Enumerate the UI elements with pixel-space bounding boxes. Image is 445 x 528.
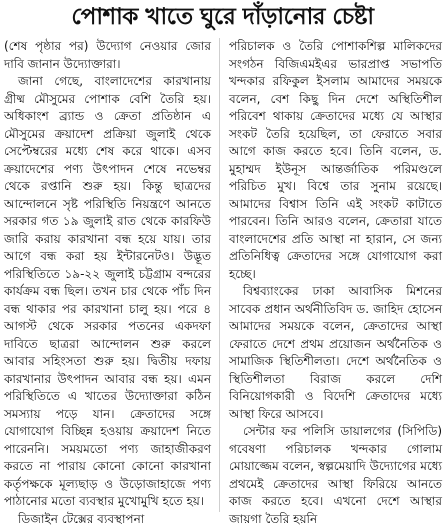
paragraph: সেন্টার ফর পলিসি ডায়ালগের (সিপিডি) গবেষণা পরিচালক খন্দকার গোলাম মোয়াজ্জেম বলেন, স্বল্পমেয়াদি উদ্যোগের মধ্যে প্রথমেই ক্রেতাদের আস্থা ফিরিয়ে আনতে কাজ করতে হবে। এখনো দেশে আস্থার জায়গা তৈরি হয়নি bbox=[229, 423, 442, 528]
left-column bbox=[4, 38, 211, 528]
headline: পোশাক খাতে ঘুরে দাঁড়ানোর চেষ্টা bbox=[0, 2, 445, 32]
paragraph: (শেষ পৃষ্ঠার পর) উদ্যোগ নেওয়ার জোর দাবি জানান উদ্যোক্তারা। bbox=[4, 38, 211, 73]
paragraph: ডিজাইন টেক্সের ব্যবস্থাপনা bbox=[4, 511, 211, 528]
paragraph: জানা গেছে, বাংলাদেশের কারখানায় গ্রীষ্ম মৌসুমের পোশাক বেশি তৈরি হয়। অধিকাংশ ব্র্যান্ড ও ক্রেতা প্রতিষ্ঠান এ মৌসুমের ক্রয়াদেশ প্রক্রিয়া জুলাই থেকে সেপ্টেম্বরের মধ্যে শেষ করে থাকে। এসব ক্রয়াদেশের পণ্য উৎপাদন শেষে নভেম্বর থেকে রপ্তানি শুরু হয়। কিন্তু ছাত্রদের আন্দোলনে সৃষ্ট পরিস্থিতি নিয়ন্ত্রণে আনতে সরকার গত ১৯ জুলাই রাত থেকে কারফিউ জারি করায় কারখানা বন্ধ হয়ে যায়। তার আগে বন্ধ করা হয় ইন্টারনেটও। উদ্ভূত পরিস্থিতিতে ১৯-২২ জুলাই চট্টগ্রাম বন্দরের কার্যক্রম বন্ধ ছিল। তখন চার থেকে পাঁচ দিন বন্ধ থাকার পর কারখানা চালু হয়। পরে ৪ আগস্ট থেকে সরকার পতনের একদফা দাবিতে ছাত্ররা আন্দোলন শুরু করলে আবার সহিংসতা শুরু হয়। দ্বিতীয় দফায় কারখানার উৎপাদন আবার বন্ধ হয়। এমন পরিস্থিতিতে এ খাতের উদ্যোক্তারা কঠিন সমস্যায় পড়ে যান। ক্রেতাদের সঙ্গে যোগাযোগ বিচ্ছিন্ন হওয়ায় ক্রয়াদেশ নিতে পারেননি। সময়মতো পণ্য জাহাজীকরণ করতে না পারায় কোনো কোনো কারখানা কর্তৃপক্ষকে মূল্যছাড় ও উড়োজাহাজে পণ্য পাঠানোর মতো ব্যবস্থার মুখোমুখি হতে হয়। bbox=[4, 73, 211, 511]
paragraph: পরিচালক ও তৈরি পোশাকশিল্প মালিকদের সংগঠন বিজিএমইএর ভারপ্রাপ্ত সভাপতি খন্দকার রফিকুল ইসলাম আমাদের সময়কে বলেন, বেশ কিছু দিন দেশে অস্থিতিশীল পরিবেশ থাকায় ক্রেতাদের মধ্যে যে আস্থার সংকট তৈরি হয়েছিল, তা ফেরাতে সবার আগে কাজ করতে হবে। তিনি বলেন, ড. মুহাম্মদ ইউনূস আন্তর্জাতিক পরিমণ্ডলে পরিচিত মুখ। বিশ্বে তার সুনাম রয়েছে। আমাদের বিশ্বাস তিনি এই সংকট কাটাতে পারবেন। তিনি আরও বলেন, ক্রেতারা যাতে বাংলাদেশের প্রতি আস্থা না হারান, সে জন্য প্রতিনিধিত্ব ক্রেতাদের সঙ্গে যোগাযোগ করা হচ্ছে। bbox=[229, 38, 442, 283]
column-divider bbox=[219, 38, 220, 512]
paragraph: বিশ্বব্যাংকের ঢাকা আবাসিক মিশনের সাবেক প্রধান অর্থনীতিবিদ ড. জাহিদ হোসেন আমাদের সময়কে বলেন, ক্রেতাদের আস্থা ফেরাতে দেশে প্রথম প্রয়োজন অর্থনৈতিক ও সামাজিক স্থিতিশীলতা। দেশে অর্থনৈতিক ও স্থিতিশীলতা বিরাজ করলে দেশি বিনিয়োগকারী ও বিদেশি ক্রেতাদের মধ্যে আস্থা ফিরে আসবে। bbox=[229, 283, 442, 423]
right-column bbox=[229, 38, 442, 528]
